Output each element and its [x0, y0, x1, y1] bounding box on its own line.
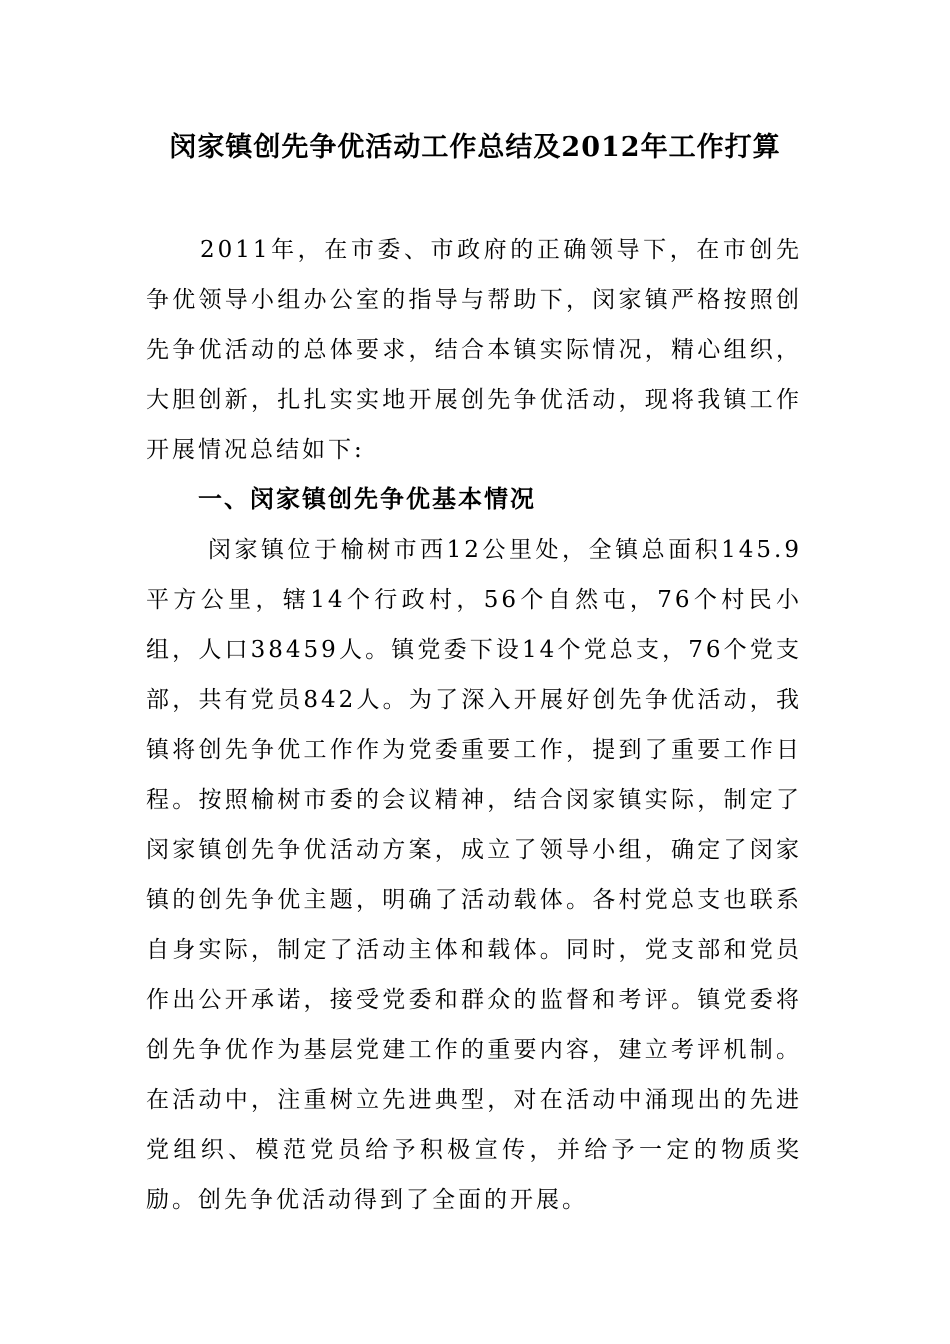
section-heading: 一、闵家镇创先争优基本情况 — [198, 484, 536, 513]
intro-paragraph: 2011年，在市委、市政府的正确领导下，在市创先争优领导小组办公室的指导与帮助下，闵家镇严格按照创先争优活动的总体要求，结合本镇实际情况，精心组织，大胆创新，扎扎实实地开展创先争优活动，现将我镇工作开展情况总结如下: — [146, 237, 802, 463]
section-paragraph: 闵家镇位于榆树市西12公里处，全镇总面积145.9平方公里，辖14个行政村，56个自然屯，76个村民小组，人口38459人。镇党委下设14个党总支，76个党支部，共有党员842人。为了深入开展好创先争优活动，我镇将创先争优工作作为党委重要工作，提到了重要工作日程。按照榆树市委的会议精神，结合闵家镇实际，制定了闵家镇创先争优活动方案，成立了领导小组，确定了闵家镇的创先争优主题，明确了活动载体。各村党总支也联系自身实际，制定了活动主体和载体。同时，党支部和党员作出公开承诺，接受党委和群众的监督和考评。镇党委将创先争优作为基层党建工作的重要内容，建立考评机制。在活动中，注重树立先进典型，对在活动中涌现出的先进党组织、模范党员给予积极宣传，并给予一定的物质奖励。创先争优活动得到了全面的开展。 — [146, 537, 802, 1213]
document-title: 闵家镇创先争优活动工作总结及2012年工作打算 — [169, 132, 781, 163]
